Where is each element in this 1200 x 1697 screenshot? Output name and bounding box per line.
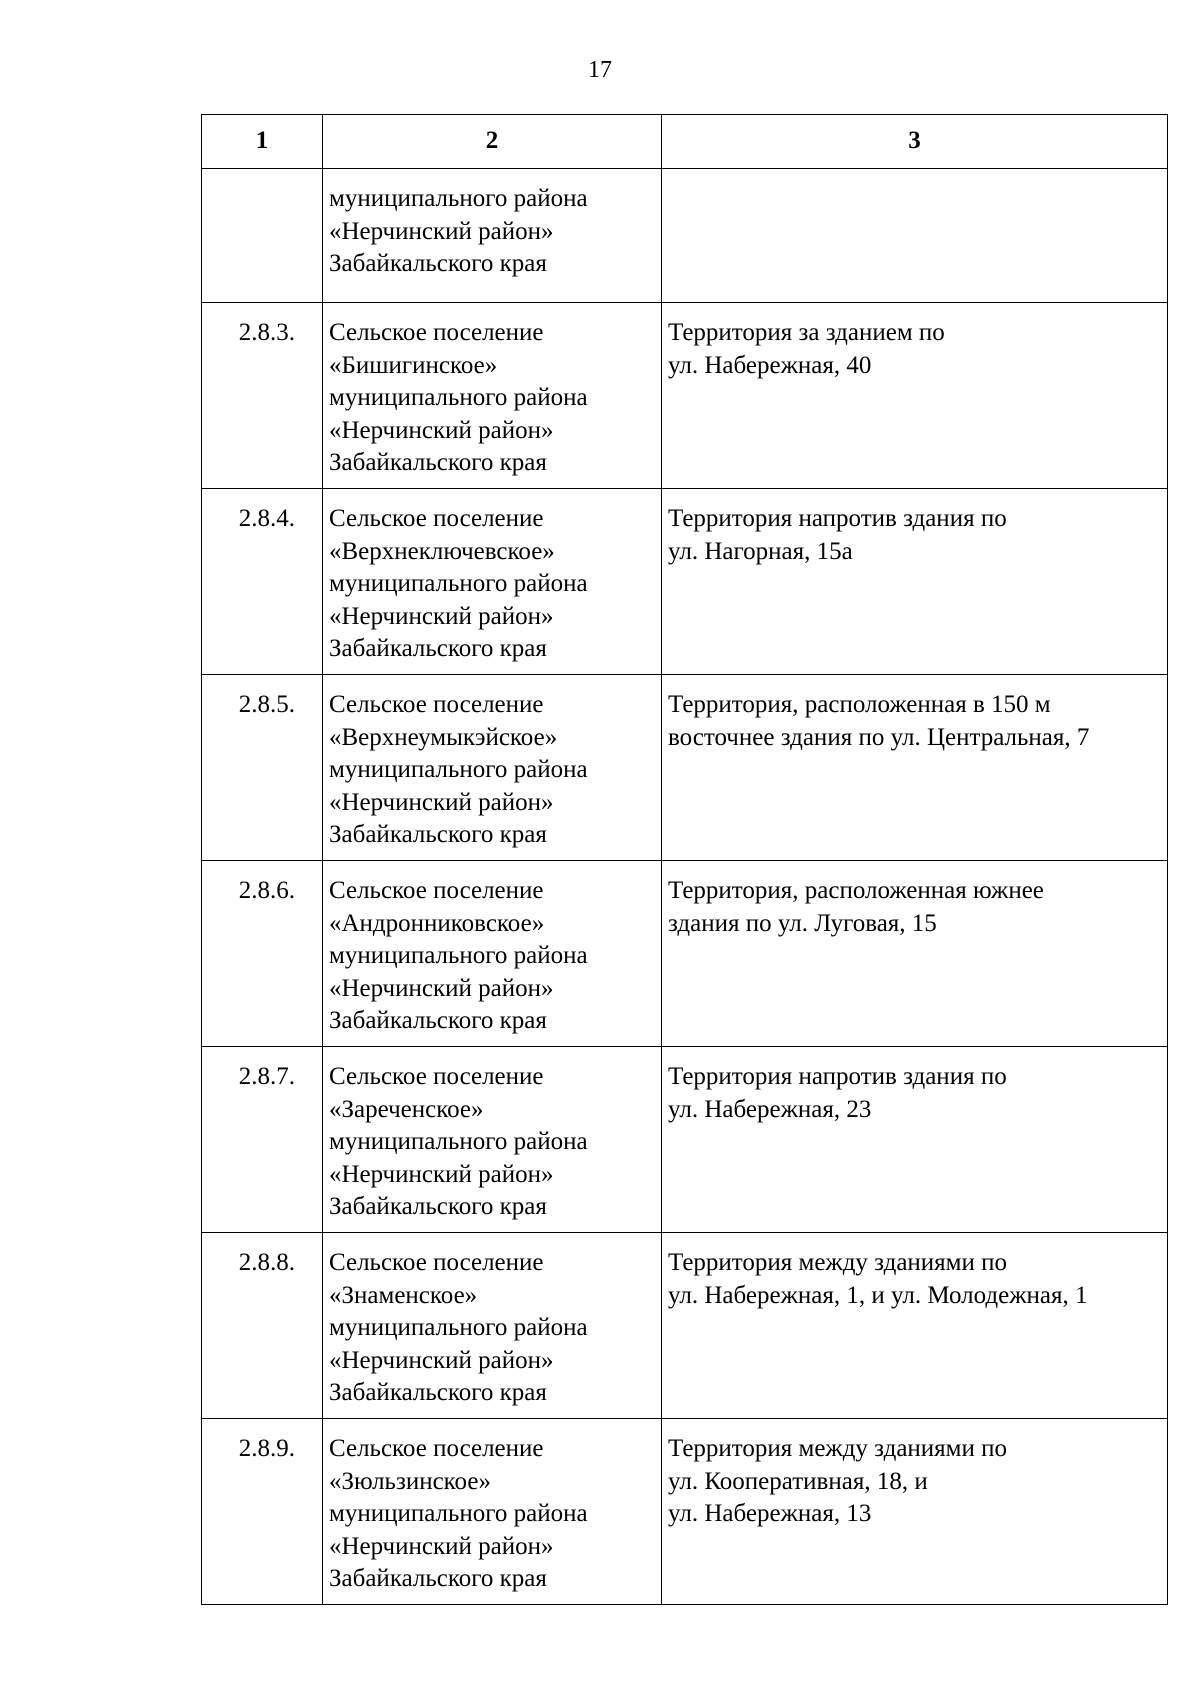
location-line: Территория между зданиями по: [668, 1249, 1008, 1276]
settlement-name-line: «Нерчинский район»: [329, 217, 554, 245]
settlement-name-line: муниципального района: [329, 1128, 588, 1155]
settlement-name-cell: [323, 1047, 662, 1233]
settlement-name-line: Забайкальского края: [329, 1565, 547, 1592]
settlement-name-line: муниципального района: [329, 185, 588, 212]
table-row: [202, 303, 1168, 489]
page-number: 17: [588, 57, 612, 83]
settlement-name-line: «Нерчинский район»: [329, 602, 554, 630]
settlement-name-line: муниципального района: [329, 1500, 588, 1527]
settlement-name-line: «Нерчинский район»: [329, 1160, 554, 1188]
table-row-continuation: [202, 169, 1168, 303]
settlement-name-cell: [323, 1233, 662, 1419]
settlement-name-line: «Нерчинский район»: [329, 416, 554, 444]
settlement-name-line: Сельское поселение: [329, 1249, 544, 1276]
table-body: [202, 169, 1168, 1605]
settlement-name-line: Сельское поселение: [329, 877, 544, 904]
settlement-name-line: Забайкальского края: [329, 250, 547, 277]
location-line: Территория за зданием по: [668, 319, 945, 346]
settlement-name-line: «Знаменское»: [329, 1281, 478, 1309]
settlement-name-line: муниципального района: [329, 942, 588, 969]
settlement-name-line: Забайкальского края: [329, 449, 547, 476]
settlement-name-line: Сельское поселение: [329, 1435, 544, 1462]
table-row: [202, 675, 1168, 861]
location-cell: [662, 303, 1168, 489]
settlement-name-line: «Верхнеумыкэйское»: [329, 723, 558, 751]
settlement-name-line: «Нерчинский район»: [329, 788, 554, 816]
settlement-name-line: Забайкальского края: [329, 821, 547, 848]
settlement-name-line: муниципального района: [329, 1314, 588, 1341]
location-line: ул. Набережная, 13: [668, 1500, 872, 1527]
location-line: ул. Набережная, 40: [668, 351, 872, 379]
settlement-name-line: «Нерчинский район»: [329, 1346, 554, 1374]
table-row: [202, 1419, 1168, 1605]
location-line: ул. Набережная, 23: [668, 1095, 872, 1123]
location-cell: [662, 1047, 1168, 1233]
settlement-name-line: «Зюльзинское»: [329, 1467, 491, 1495]
settlement-name-line: муниципального района: [329, 384, 588, 411]
location-cell: [662, 169, 1168, 303]
table-row: [202, 1233, 1168, 1419]
location-line: ул. Кооперативная, 18, и: [668, 1467, 928, 1495]
settlement-name-line: Забайкальского края: [329, 1379, 547, 1406]
location-cell: [662, 861, 1168, 1047]
location-cell: [662, 1233, 1168, 1419]
location-cell: [662, 675, 1168, 861]
table-row: [202, 861, 1168, 1047]
settlement-name-line: «Верхнеключевское»: [329, 537, 555, 565]
location-line: Территория, расположенная в 150 м: [668, 691, 1051, 718]
row-number-cell: 2.8.4.: [202, 489, 323, 675]
location-line: восточнее здания по ул. Центральная, 7: [668, 723, 1090, 751]
settlements-table: [201, 114, 1168, 1605]
row-number-cell: 2.8.7.: [202, 1047, 323, 1233]
settlement-name-line: «Нерчинский район»: [329, 1532, 554, 1560]
row-number-cell: 2.8.8.: [202, 1233, 323, 1419]
location-line: здания по ул. Луговая, 15: [668, 909, 937, 937]
location-line: ул. Набережная, 1, и ул. Молодежная, 1: [668, 1281, 1088, 1309]
row-number-cell: 2.8.3.: [202, 303, 323, 489]
settlement-name-cell: [323, 1419, 662, 1605]
settlement-name-cell: [323, 489, 662, 675]
settlement-name-line: муниципального района: [329, 570, 588, 597]
settlement-name-line: Забайкальского края: [329, 1193, 547, 1220]
location-line: ул. Нагорная, 15а: [668, 537, 853, 565]
settlement-name-line: Сельское поселение: [329, 691, 544, 718]
settlement-name-line: Забайкальского края: [329, 1007, 547, 1034]
settlement-name-line: муниципального района: [329, 756, 588, 783]
table-header-row: [202, 115, 1168, 169]
settlement-name-cell: [323, 303, 662, 489]
location-line: Территория между зданиями по: [668, 1435, 1008, 1462]
column-header-2: 2: [323, 115, 662, 169]
location-line: Территория, расположенная южнее: [668, 877, 1044, 904]
settlement-name-line: Забайкальского края: [329, 635, 547, 662]
settlement-name-line: Сельское поселение: [329, 505, 544, 532]
settlement-name-line: «Нерчинский район»: [329, 974, 554, 1002]
settlement-name-line: «Бишигинское»: [329, 351, 498, 379]
settlement-name-cell: [323, 169, 662, 303]
settlement-name-line: «Андронниковское»: [329, 909, 545, 937]
table-row: [202, 489, 1168, 675]
settlement-name-line: «Зареченское»: [329, 1095, 484, 1123]
location-cell: [662, 1419, 1168, 1605]
row-number-cell: 2.8.5.: [202, 675, 323, 861]
table-row: [202, 1047, 1168, 1233]
settlement-name-cell: [323, 675, 662, 861]
settlement-name-line: Сельское поселение: [329, 1063, 544, 1090]
row-number-cell: 2.8.6.: [202, 861, 323, 1047]
row-number-cell: [202, 169, 323, 303]
location-line: Территория напротив здания по: [668, 1063, 1007, 1090]
location-cell: [662, 489, 1168, 675]
column-header-1: 1: [202, 115, 323, 169]
location-line: Территория напротив здания по: [668, 505, 1007, 532]
settlement-name-cell: [323, 861, 662, 1047]
settlement-name-line: Сельское поселение: [329, 319, 544, 346]
column-header-3: 3: [662, 115, 1168, 169]
row-number-cell: 2.8.9.: [202, 1419, 323, 1605]
